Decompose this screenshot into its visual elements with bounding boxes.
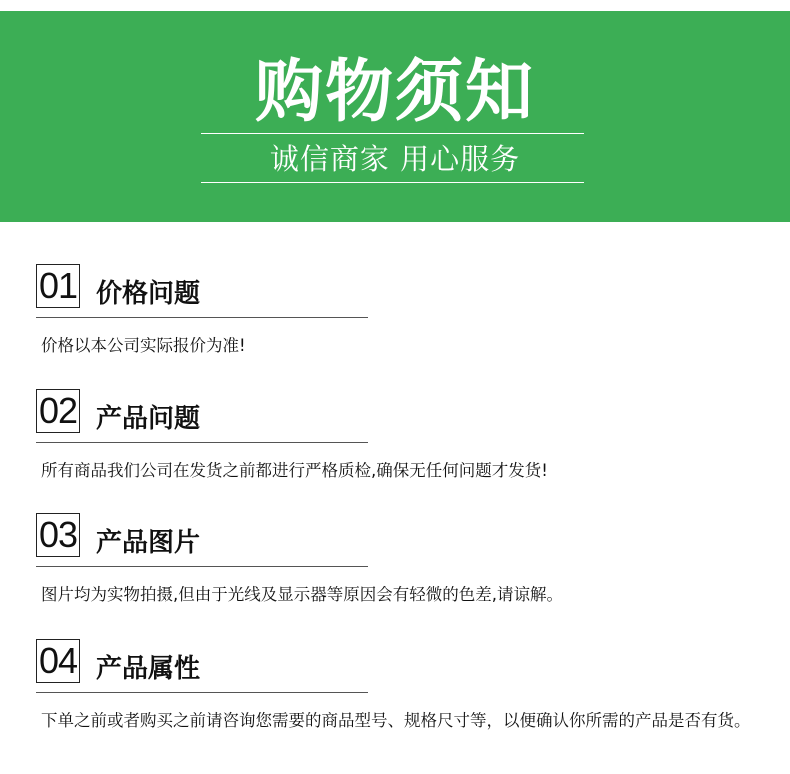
banner-divider-top	[201, 133, 584, 134]
section-title: 产品问题	[96, 404, 201, 434]
section-divider	[36, 566, 368, 567]
section-number: 02	[36, 389, 80, 433]
section-text: 下单之前或者购买之前请咨询您需要的商品型号、规格尺寸等，以便确认你所需的产品是否有货。	[41, 711, 751, 730]
section-title: 产品属性	[96, 654, 201, 684]
section-divider	[36, 692, 368, 693]
section-divider	[36, 442, 368, 443]
header-banner	[0, 11, 790, 222]
section-divider	[36, 317, 368, 318]
section-text: 所有商品我们公司在发货之前都进行严格质检,确保无任何问题才发货!	[41, 461, 548, 480]
banner-subtitle: 诚信商家 用心服务	[269, 142, 521, 176]
section-title: 产品图片	[96, 528, 201, 558]
section-title: 价格问题	[96, 279, 201, 309]
section-number: 03	[36, 513, 80, 557]
banner-divider-bottom	[201, 182, 584, 183]
page-title: 购物须知	[254, 53, 535, 132]
section-text: 图片均为实物拍摄,但由于光线及显示器等原因会有轻微的色差,请谅解。	[41, 585, 563, 604]
section-number: 01	[36, 264, 80, 308]
section-text: 价格以本公司实际报价为准!	[41, 336, 246, 355]
section-number: 04	[36, 639, 80, 683]
